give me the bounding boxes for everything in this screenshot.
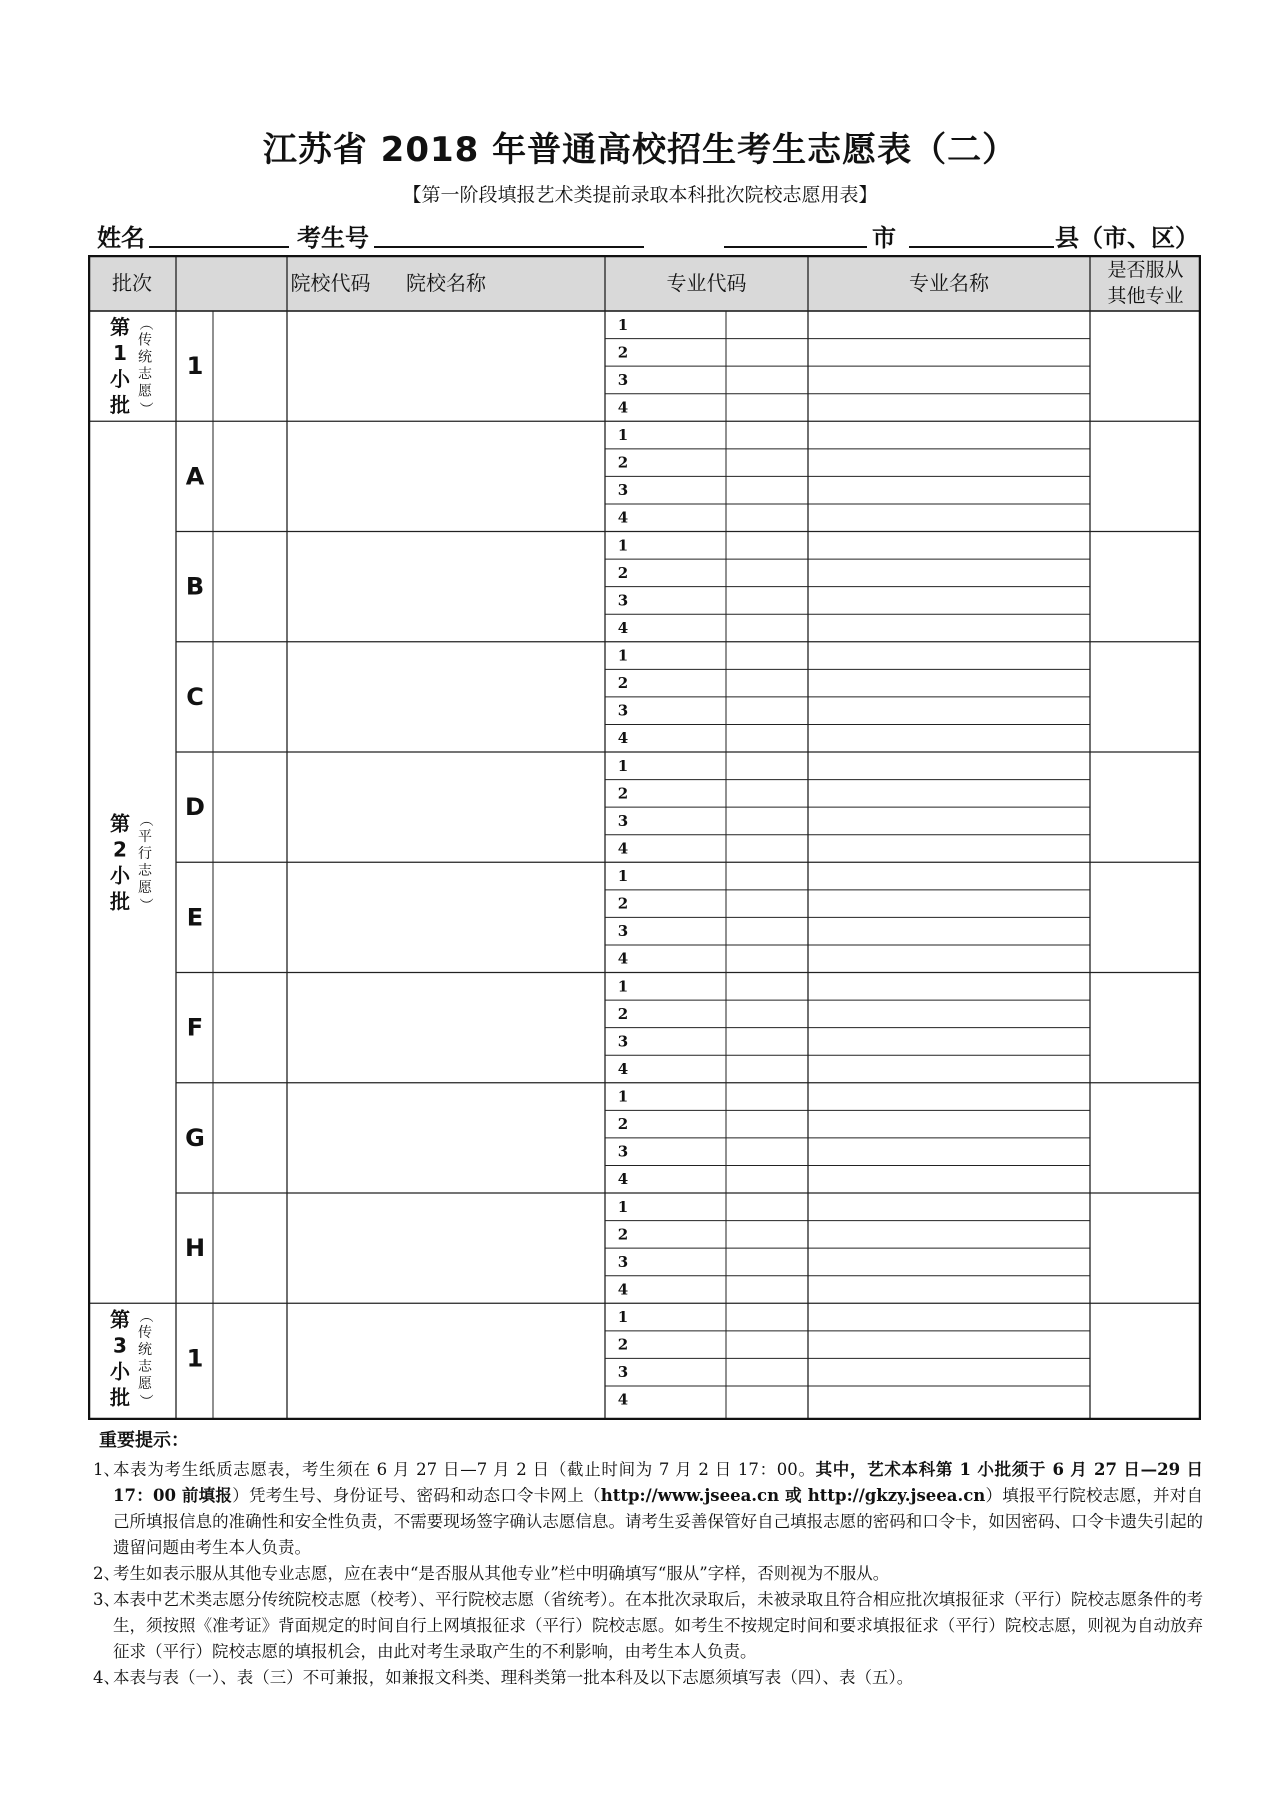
school-code-cell[interactable] xyxy=(213,862,287,972)
major-code-cell[interactable] xyxy=(726,1248,808,1276)
major-code-cell[interactable] xyxy=(726,862,808,890)
batch-note-char: 愿 xyxy=(138,1375,152,1392)
accept-other-cell[interactable] xyxy=(1090,1303,1201,1413)
major-number: 4 xyxy=(617,949,629,968)
major-name-cell[interactable] xyxy=(808,421,1090,449)
major-number: 1 xyxy=(617,315,629,334)
table-header-background xyxy=(88,255,1201,311)
major-number: 4 xyxy=(617,839,629,858)
major-code-cell[interactable] xyxy=(726,504,808,532)
major-name-cell[interactable] xyxy=(808,1221,1090,1249)
batch-note-char: 传 xyxy=(138,332,152,349)
batch-note-char: 愿 xyxy=(138,383,152,400)
school-code-cell[interactable] xyxy=(213,532,287,642)
batch-label-char: 小 xyxy=(110,367,130,392)
note-item xyxy=(93,1665,1203,1691)
major-name-cell[interactable] xyxy=(808,1110,1090,1138)
major-number: 4 xyxy=(617,1390,629,1409)
school-label: H xyxy=(184,1234,206,1263)
accept-other-cell[interactable] xyxy=(1090,421,1201,531)
batch-note-char: 行 xyxy=(138,845,152,862)
header-major-name: 专业名称 xyxy=(909,271,989,295)
county-field[interactable] xyxy=(909,246,1054,248)
major-name-cell[interactable] xyxy=(808,642,1090,670)
major-name-cell[interactable] xyxy=(808,973,1090,1001)
major-name-cell[interactable] xyxy=(808,476,1090,504)
note-item xyxy=(93,1561,1203,1587)
major-name-cell[interactable] xyxy=(808,1386,1090,1414)
major-number: 4 xyxy=(617,729,629,748)
batch-note-char: 传 xyxy=(138,1324,152,1341)
note-emphasis: 其中，艺术本科第 1 小批须于 6 月 27 日—29 日 17：00 前填报 xyxy=(113,1460,1203,1505)
batch-note-char: （ xyxy=(137,316,153,331)
major-number: 2 xyxy=(617,1115,629,1134)
school-code-cell[interactable] xyxy=(213,1303,287,1413)
form-subtitle: 【第一阶段填报艺术类提前录取本科批次院校志愿用表】 xyxy=(402,184,878,206)
major-code-cell[interactable] xyxy=(726,1028,808,1056)
major-code-cell[interactable] xyxy=(726,807,808,835)
major-name-cell[interactable] xyxy=(808,614,1090,642)
header-school-code: 院校代码 xyxy=(290,271,371,295)
major-name-cell[interactable] xyxy=(808,1303,1090,1331)
school-label: B xyxy=(185,572,205,601)
major-name-cell[interactable] xyxy=(808,339,1090,367)
batch-note-char: 志 xyxy=(138,862,152,879)
name-field[interactable] xyxy=(149,246,289,248)
school-name-cell[interactable] xyxy=(287,311,605,421)
accept-other-cell[interactable] xyxy=(1090,1193,1201,1303)
major-number: 4 xyxy=(617,1280,629,1299)
note-number: 4、 xyxy=(93,1668,120,1687)
major-code-cell[interactable] xyxy=(726,724,808,752)
major-number: 2 xyxy=(617,563,629,582)
accept-other-cell[interactable] xyxy=(1090,311,1201,421)
major-code-cell[interactable] xyxy=(726,339,808,367)
major-code-cell[interactable] xyxy=(726,752,808,780)
major-name-cell[interactable] xyxy=(808,835,1090,863)
header-school-name: 院校名称 xyxy=(406,271,486,295)
major-name-cell[interactable] xyxy=(808,1083,1090,1111)
major-number: 4 xyxy=(617,508,629,527)
major-name-cell[interactable] xyxy=(808,1358,1090,1386)
major-name-cell[interactable] xyxy=(808,1165,1090,1193)
major-code-cell[interactable] xyxy=(726,1221,808,1249)
major-code-cell[interactable] xyxy=(726,780,808,808)
batch-label-char: 第 xyxy=(110,315,130,340)
accept-other-cell[interactable] xyxy=(1090,642,1201,752)
school-label: D xyxy=(185,793,205,822)
major-number: 1 xyxy=(617,646,629,665)
school-label: 1 xyxy=(186,1344,204,1373)
batch-note-char: （ xyxy=(137,1308,153,1323)
batch-note-char: ） xyxy=(137,401,153,416)
school-name-cell[interactable] xyxy=(287,1083,605,1193)
major-code-cell[interactable] xyxy=(726,1193,808,1221)
header-accept-other-line1: 是否服从 xyxy=(1107,259,1184,281)
major-name-cell[interactable] xyxy=(808,752,1090,780)
note-number: 2、 xyxy=(93,1564,120,1583)
major-number: 2 xyxy=(617,1225,629,1244)
accept-other-cell[interactable] xyxy=(1090,1083,1201,1193)
major-name-cell[interactable] xyxy=(808,1276,1090,1304)
note-number: 1、 xyxy=(93,1460,120,1479)
school-code-cell[interactable] xyxy=(213,421,287,531)
header-batch: 批次 xyxy=(112,271,152,295)
note-text: ）凭考生号、身份证号、密码和动态口令卡网上（ xyxy=(232,1486,601,1505)
name-label: 姓名 xyxy=(97,224,145,252)
major-number: 4 xyxy=(617,398,629,417)
major-number: 3 xyxy=(617,1252,629,1271)
application-table xyxy=(88,255,1201,1420)
applicant-info-row xyxy=(97,218,1197,252)
major-code-cell[interactable] xyxy=(726,1138,808,1166)
major-code-cell[interactable] xyxy=(726,1055,808,1083)
major-number: 2 xyxy=(617,1335,629,1354)
major-number: 3 xyxy=(617,1363,629,1382)
major-number: 2 xyxy=(617,674,629,693)
school-code-cell[interactable] xyxy=(213,1083,287,1193)
major-code-cell[interactable] xyxy=(726,1110,808,1138)
batch-label-char: 批 xyxy=(110,1385,130,1410)
school-label: C xyxy=(186,682,204,711)
major-number: 4 xyxy=(617,618,629,637)
major-number: 3 xyxy=(617,591,629,610)
major-number: 2 xyxy=(617,453,629,472)
header-accept-other-line2: 其他专业 xyxy=(1107,285,1184,307)
major-code-cell[interactable] xyxy=(726,532,808,560)
major-name-cell[interactable] xyxy=(808,724,1090,752)
batch-label-char: 3 xyxy=(113,1333,127,1358)
major-name-cell[interactable] xyxy=(808,311,1090,339)
major-name-cell[interactable] xyxy=(808,1000,1090,1028)
batch-label-char: 第 xyxy=(110,811,130,836)
major-name-cell[interactable] xyxy=(808,1331,1090,1359)
major-number: 2 xyxy=(617,894,629,913)
batch-note-char: 平 xyxy=(138,828,152,845)
major-number: 3 xyxy=(617,922,629,941)
major-name-cell[interactable] xyxy=(808,697,1090,725)
major-code-cell[interactable] xyxy=(726,669,808,697)
school-label: F xyxy=(186,1013,204,1042)
school-code-cell[interactable] xyxy=(213,311,287,421)
major-name-cell[interactable] xyxy=(808,532,1090,560)
note-item xyxy=(93,1457,1203,1561)
accept-other-cell[interactable] xyxy=(1090,752,1201,862)
major-number: 1 xyxy=(617,977,629,996)
batch-note-char: 志 xyxy=(138,366,152,383)
accept-other-cell[interactable] xyxy=(1090,973,1201,1083)
note-text: 本表中艺术类志愿分传统院校志愿（校考）、平行院校志愿（省统考）。在本批次录取后，未被录取且符合相应批次填报征求（平行）院校志愿条件的考生，须按照《准考证》背面规定的时间自行上网填报征求（平行）院校志愿。如考生不按规定时间和要求填报征求（平行）院校志愿，则视为自动放弃征求（平行）院校志愿的填报机会，由此对考生录取产生的不利影响，由考生本人负责。 xyxy=(113,1590,1203,1661)
note-emphasis: http://www.jseea.cn 或 http://gkzy.jseea.cn xyxy=(600,1486,986,1505)
major-code-cell[interactable] xyxy=(726,917,808,945)
major-code-cell[interactable] xyxy=(726,1276,808,1304)
school-code-cell[interactable] xyxy=(213,752,287,862)
major-code-cell[interactable] xyxy=(726,311,808,339)
school-name-cell[interactable] xyxy=(287,1303,605,1413)
batch-label-char: 小 xyxy=(110,1359,130,1384)
batch-label-char: 1 xyxy=(113,341,127,366)
batch-label-char: 第 xyxy=(110,1307,130,1332)
note-item xyxy=(93,1587,1203,1665)
major-name-cell[interactable] xyxy=(808,917,1090,945)
batch-note-char: （ xyxy=(137,812,153,827)
major-number: 1 xyxy=(617,867,629,886)
batch-label-char: 小 xyxy=(110,863,130,888)
school-name-cell[interactable] xyxy=(287,421,605,531)
major-number: 2 xyxy=(617,1004,629,1023)
major-code-cell[interactable] xyxy=(726,1303,808,1331)
major-code-cell[interactable] xyxy=(726,973,808,1001)
batch-note-char: ） xyxy=(137,1393,153,1408)
school-name-cell[interactable] xyxy=(287,973,605,1083)
major-code-cell[interactable] xyxy=(726,697,808,725)
major-code-cell[interactable] xyxy=(726,394,808,422)
major-number: 3 xyxy=(617,481,629,500)
major-code-cell[interactable] xyxy=(726,1165,808,1193)
city-label: 市 xyxy=(872,224,896,252)
major-name-cell[interactable] xyxy=(808,1248,1090,1276)
major-number: 4 xyxy=(617,1059,629,1078)
note-text: 本表为考生纸质志愿表，考生须在 6 月 27 日—7 月 2 日（截止时间为 7 月 2 日 17：00。 xyxy=(113,1460,816,1479)
school-label: A xyxy=(185,462,205,491)
accept-other-cell[interactable] xyxy=(1090,862,1201,972)
school-name-cell[interactable] xyxy=(287,752,605,862)
major-number: 1 xyxy=(617,1308,629,1327)
school-label: E xyxy=(186,903,204,932)
major-code-cell[interactable] xyxy=(726,642,808,670)
exam-number-field[interactable] xyxy=(374,246,644,248)
city-field[interactable] xyxy=(724,246,867,248)
major-number: 1 xyxy=(617,536,629,555)
major-code-cell[interactable] xyxy=(726,1083,808,1111)
major-name-cell[interactable] xyxy=(808,587,1090,615)
major-number: 4 xyxy=(617,1170,629,1189)
school-name-cell[interactable] xyxy=(287,642,605,752)
school-code-cell[interactable] xyxy=(213,973,287,1083)
major-name-cell[interactable] xyxy=(808,1193,1090,1221)
major-name-cell[interactable] xyxy=(808,807,1090,835)
major-code-cell[interactable] xyxy=(726,835,808,863)
major-name-cell[interactable] xyxy=(808,862,1090,890)
major-name-cell[interactable] xyxy=(808,780,1090,808)
major-number: 1 xyxy=(617,756,629,775)
major-name-cell[interactable] xyxy=(808,366,1090,394)
major-code-cell[interactable] xyxy=(726,587,808,615)
major-number: 3 xyxy=(617,811,629,830)
batch-note-char: 统 xyxy=(138,349,152,366)
major-name-cell[interactable] xyxy=(808,449,1090,477)
major-name-cell[interactable] xyxy=(808,1028,1090,1056)
major-name-cell[interactable] xyxy=(808,1055,1090,1083)
major-name-cell[interactable] xyxy=(808,1138,1090,1166)
major-code-cell[interactable] xyxy=(726,559,808,587)
major-number: 2 xyxy=(617,343,629,362)
major-name-cell[interactable] xyxy=(808,669,1090,697)
major-number: 1 xyxy=(617,1087,629,1106)
major-number: 3 xyxy=(617,370,629,389)
major-code-cell[interactable] xyxy=(726,1386,808,1414)
form-title: 江苏省 2018 年普通高校招生考生志愿表（二） xyxy=(262,130,1018,170)
major-code-cell[interactable] xyxy=(726,1358,808,1386)
major-name-cell[interactable] xyxy=(808,945,1090,973)
school-name-cell[interactable] xyxy=(287,532,605,642)
notes-title: 重要提示： xyxy=(99,1430,189,1451)
major-name-cell[interactable] xyxy=(808,394,1090,422)
major-number: 3 xyxy=(617,701,629,720)
major-number: 1 xyxy=(617,426,629,445)
major-number: 1 xyxy=(617,1197,629,1216)
batch-note-char: 愿 xyxy=(138,879,152,896)
batch-label-char: 批 xyxy=(110,889,130,914)
major-number: 3 xyxy=(617,1032,629,1051)
school-label: 1 xyxy=(186,352,204,381)
major-code-cell[interactable] xyxy=(726,945,808,973)
school-code-cell[interactable] xyxy=(213,1193,287,1303)
school-label: G xyxy=(185,1123,205,1152)
major-name-cell[interactable] xyxy=(808,890,1090,918)
batch-note-char: 志 xyxy=(138,1358,152,1375)
school-name-cell[interactable] xyxy=(287,1193,605,1303)
county-label: 县（市、区） xyxy=(1055,224,1199,252)
major-code-cell[interactable] xyxy=(726,890,808,918)
batch-note-char: ） xyxy=(137,897,153,912)
batch-label-char: 2 xyxy=(113,837,127,862)
school-code-cell[interactable] xyxy=(213,642,287,752)
note-text: 考生如表示服从其他专业志愿，应在表中“是否服从其他专业”栏中明确填写“服从”字样，否则视为不服从。 xyxy=(113,1564,890,1583)
major-name-cell[interactable] xyxy=(808,559,1090,587)
major-code-cell[interactable] xyxy=(726,614,808,642)
batch-label-char: 批 xyxy=(110,393,130,418)
accept-other-cell[interactable] xyxy=(1090,532,1201,642)
note-number: 3、 xyxy=(93,1590,120,1609)
major-code-cell[interactable] xyxy=(726,366,808,394)
major-code-cell[interactable] xyxy=(726,1000,808,1028)
important-notes xyxy=(93,1428,1203,1691)
major-code-cell[interactable] xyxy=(726,421,808,449)
major-code-cell[interactable] xyxy=(726,1331,808,1359)
header-major-code: 专业代码 xyxy=(666,271,747,295)
batch-note-char: 统 xyxy=(138,1341,152,1358)
major-number: 3 xyxy=(617,1142,629,1161)
note-text: ）填报平行院校志愿，并对自己所填报信息的准确性和安全性负责，不需要现场签字确认志愿信息。请考生妥善保管好自己填报志愿的密码和口令卡，如因密码、口令卡遗失引起的遗留问题由考生本人负责。 xyxy=(113,1486,1204,1557)
school-name-cell[interactable] xyxy=(287,862,605,972)
note-text: 本表与表（一）、表（三）不可兼报，如兼报文科类、理科类第一批本科及以下志愿须填写表（四）、表（五）。 xyxy=(113,1668,914,1687)
major-name-cell[interactable] xyxy=(808,504,1090,532)
major-code-cell[interactable] xyxy=(726,449,808,477)
major-code-cell[interactable] xyxy=(726,476,808,504)
exam-number-label: 考生号 xyxy=(297,224,369,252)
major-number: 2 xyxy=(617,784,629,803)
